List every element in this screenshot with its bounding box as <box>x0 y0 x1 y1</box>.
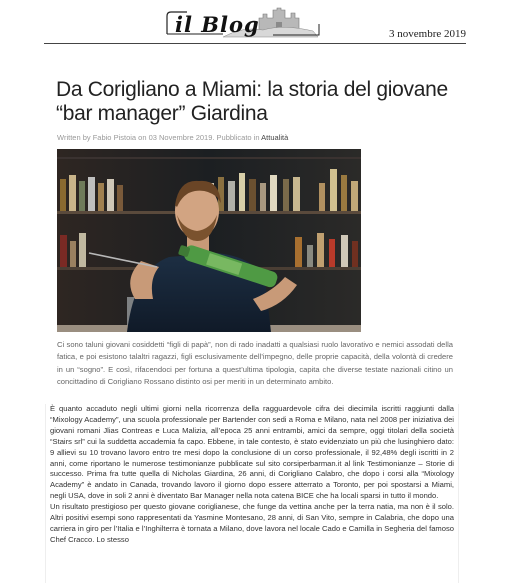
masthead <box>0 0 508 46</box>
bartender-pouring-drink-photo-icon <box>57 149 361 332</box>
issue-date: 3 novembre 2019 <box>389 28 466 40</box>
article-body <box>45 404 459 583</box>
blog-logo[interactable] <box>163 4 323 40</box>
article-photo <box>57 149 361 332</box>
article-byline <box>57 133 288 142</box>
logo-text: il Blog <box>175 12 260 37</box>
photo-caption: Ci sono taluni giovani cosiddetti “figli di papà”, non di rado inadatti a qualsiasi ruolo lavorativo e nemici assodati della fatica, e poi esistono talaltri ragazzi, figli esclusivamente dell’impegno, delle proprie capacità, della volontà di credere in un “sogno”. E così, rifacendoci per fortuna a quest’ultima tipologia, capita che diverse testate nazionali citino un concittadino di Corigliano Rossano distinto osi per meriti in un determinato ambito. <box>57 340 453 387</box>
article-headline: Da Corigliano a Miami: la storia del giovane “bar manager” Giardina <box>56 78 448 125</box>
byline-middle: on 03 Novembre 2019. Pubblicato in <box>136 133 262 142</box>
article-paragraph: È quanto accaduto negli ultimi giorni nella ricorrenza della ragguardevole cifra dei diecimila iscritti raggiunti dalla “Mixology Academy”, una scuola professionale per Bartender con sedi a Roma e Milano, nata nel 2008 per iniziativa dei giovani romani Jlias Contreas e Luca Malizia, all’epoca 25 anni entrambi, amici da sempre, oggi titolari della società “Stairs srl” cui la suddetta accademia fa capo. Ebbene, in tale contesto, è stato evidenziato un più che lusinghiero dato: 9 allievi su 10 trovano lavoro entro tre mesi dopo la conclusione di un corso professionale, il 92,48% degli iscritti in 2 anni, come riportano le numerose testimonianze pubblicate sul sito corsiperbarman.it al link Testimonianze – Storie di successo. Prima fra tutte quella di Nicholas Giardina, 26 anni, di Corigliano Calabro, che dopo i corsi alla “Mixology Academy” è andato in Canada, trovando lavoro il giorno dopo essere atterrato a Toronto, per poi spostarsi a Miami, negli USA, dove in soli 2 anni è diventato Bar Manager nella nota catena BICE che ha locali sparsi in tutto il mondo. <box>50 404 454 501</box>
category-link[interactable]: Attualità <box>261 133 289 142</box>
byline-prefix: Written by <box>57 133 93 142</box>
masthead-divider <box>44 43 466 44</box>
author-link[interactable]: Fabio Pistoia <box>92 133 137 142</box>
article-paragraph: Un risultato prestigioso per questo giovane coriglianese, che funge da vettina anche per la terra natia, ma non è il solo. Altri positivi esempi sono rappresentati da Yasmine Montesano, 28 anni, di San Vito, sempre in Calabria, che dopo una carriera in giro per l’Italia e l’Inghilterra è tornata a Milano, dove lavora nel locale Cado e Camilla in Segheria del famoso Chef Cracco. Lo stesso <box>50 502 454 544</box>
